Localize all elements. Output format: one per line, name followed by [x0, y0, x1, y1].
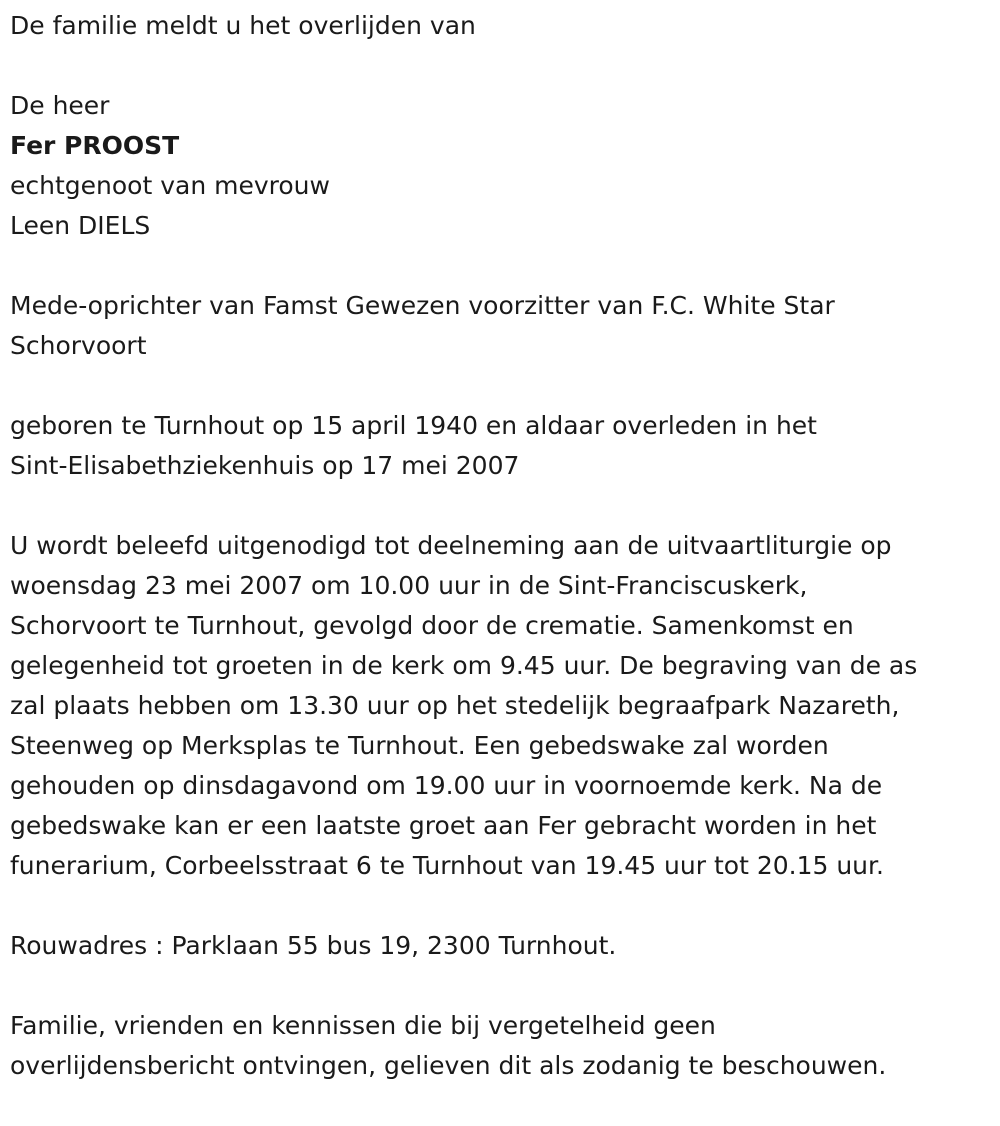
- ceremony-paragraph: [10, 526, 985, 886]
- spacer: [10, 886, 985, 926]
- spacer: [10, 46, 985, 86]
- ceremony-line: gebedswake kan er een laatste groet aan Fer gebracht worden in het: [10, 811, 877, 840]
- relation-text: echtgenoot van mevrouw: [10, 171, 330, 200]
- roles-paragraph: [10, 286, 985, 366]
- spacer: [10, 366, 985, 406]
- ceremony-line: funerarium, Corbeelsstraat 6 te Turnhout van 19.45 uur tot 20.15 uur.: [10, 851, 884, 880]
- ceremony-line: gelegenheid tot groeten in de kerk om 9.45 uur. De begraving van de as: [10, 651, 918, 680]
- spacer: [10, 966, 985, 1006]
- intro-text: De familie meldt u het overlijden van: [10, 11, 476, 40]
- mourning-address: Rouwadres : Parklaan 55 bus 19, 2300 Turnhout.: [10, 931, 617, 960]
- closing-line: overlijdensbericht ontvingen, gelieven dit als zodanig te beschouwen.: [10, 1051, 887, 1080]
- roles-line: Schorvoort: [10, 331, 147, 360]
- ceremony-line: U wordt beleefd uitgenodigd tot deelneming aan de uitvaartliturgie op: [10, 531, 892, 560]
- obituary-document: [10, 6, 985, 1086]
- closing-line: Familie, vrienden en kennissen die bij vergetelheid geen: [10, 1011, 716, 1040]
- ceremony-line: Schorvoort te Turnhout, gevolgd door de crematie. Samenkomst en: [10, 611, 854, 640]
- ceremony-line: zal plaats hebben om 13.30 uur op het stedelijk begraafpark Nazareth,: [10, 691, 900, 720]
- closing-paragraph: [10, 1006, 985, 1086]
- roles-line: Mede-oprichter van Famst Gewezen voorzitter van F.C. White Star: [10, 291, 835, 320]
- honorific: De heer: [10, 91, 110, 120]
- spouse-name: Leen DIELS: [10, 211, 151, 240]
- deceased-name: Fer PROOST: [10, 131, 180, 160]
- ceremony-line: woensdag 23 mei 2007 om 10.00 uur in de Sint-Franciscuskerk,: [10, 571, 808, 600]
- spacer: [10, 486, 985, 526]
- ceremony-line: Steenweg op Merksplas te Turnhout. Een gebedswake zal worden: [10, 731, 829, 760]
- spacer: [10, 246, 985, 286]
- birth-death-line: geboren te Turnhout op 15 april 1940 en aldaar overleden in het: [10, 411, 817, 440]
- ceremony-line: gehouden op dinsdagavond om 19.00 uur in voornoemde kerk. Na de: [10, 771, 883, 800]
- birth-death-paragraph: [10, 406, 985, 486]
- birth-death-line: Sint-Elisabethziekenhuis op 17 mei 2007: [10, 451, 520, 480]
